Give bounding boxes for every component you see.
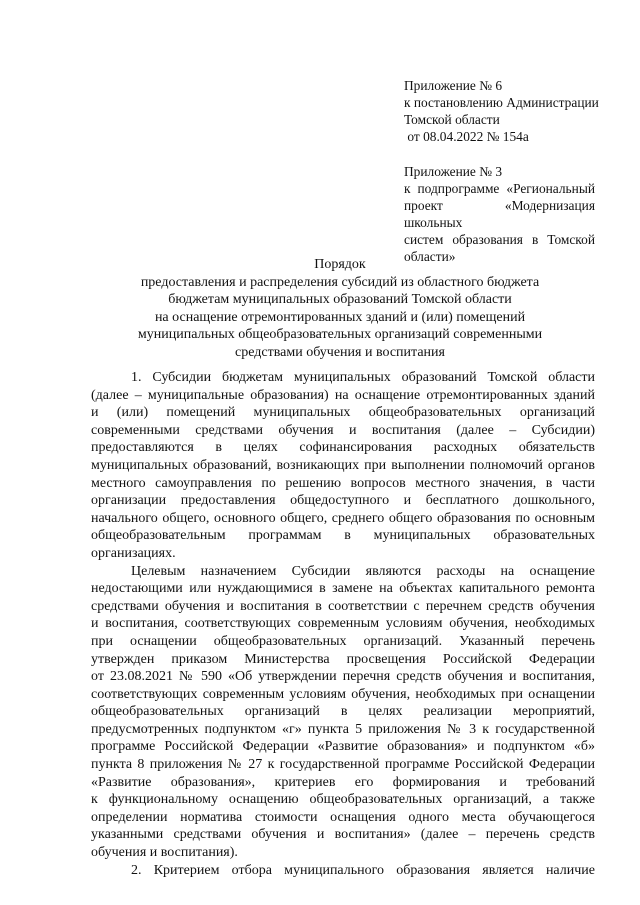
title-line: бюджетам муниципальных образований Томской области [168, 292, 512, 308]
paragraph-1-line: и (или) помещений муниципальных общеобразовательных организаций [91, 405, 595, 421]
document-body [91, 369, 595, 879]
paragraph-1-line: 1. Субсидии бюджетам муниципальных образований Томской области [131, 370, 595, 385]
paragraph-1-line: (далее – муниципальные образования) на оснащение отремонтированных зданий [91, 387, 595, 403]
paragraph-2-line: «Развитие образования», критериев его формирования и требований [91, 774, 595, 790]
paragraph-2-line: определении норматива стоимости оснащения одного места обучающегося [91, 809, 595, 825]
paragraph-2-line: общеобразовательных организаций в целях реализации мероприятий, [91, 704, 595, 720]
paragraph-1-line: местного самоуправления по решению вопросов местного значения, в части [91, 475, 595, 491]
title-line: средствами обучения и воспитания [235, 344, 445, 360]
paragraph-2-line: утвержден приказом Министерства просвещения Российской Федерации [91, 651, 595, 667]
appendix-3-line: Приложение № 3 [404, 164, 503, 179]
paragraph-2-line: указанными средствами обучения и воспитания» (далее – перечень средств [91, 827, 595, 843]
paragraph-2-line: пункта 8 приложения № 27 к государственной программе Российской Федерации [91, 757, 595, 773]
title-line: предоставления и распределения субсидий из областного бюджета [140, 274, 540, 290]
appendix-3-line: к подпрограмме «Региональный [404, 181, 595, 196]
paragraph-2-line: при оснащении общеобразовательных организаций. Указанный перечень [91, 633, 595, 649]
paragraph-1-line: начального общего, основного общего, среднего общего образования по основным [91, 510, 595, 526]
paragraph-1-line: современными средствами обучения и воспитания (далее – Субсидии) [91, 422, 595, 438]
document-title [80, 256, 600, 362]
appendix-3-header [404, 163, 595, 265]
paragraph-2-line: средствами обучения и воспитания в соответствии с перечнем средств обучения [91, 598, 595, 614]
appendix-6-line: к постановлению Администрации [404, 95, 599, 110]
paragraph-2-line: от 23.08.2021 № 590 «Об утверждении перечня средств обучения и воспитания, [91, 669, 595, 685]
title-line: Порядок [314, 257, 366, 272]
paragraph-1-line: организации предоставления общедоступного и бесплатного дошкольного, [91, 493, 595, 509]
appendix-3-line: систем образования в Томской [404, 232, 595, 247]
paragraph-1-line: организациях. [91, 545, 176, 561]
paragraph-2-line: программе Российской Федерации «Развитие образования» и подпунктом «б» [91, 739, 595, 755]
title-line: муниципальных общеобразовательных организаций современными [137, 327, 543, 343]
appendix-3-line: проект «Модернизация школьных [404, 198, 595, 230]
paragraph-2-line: и воспитания, соответствующих современным условиям обучения, необходимых [91, 616, 595, 632]
appendix-6-line: Томской области [404, 112, 500, 127]
paragraph-1-line: общеобразовательным программам в муниципальных образовательных [91, 528, 595, 544]
paragraph-2-line: к функциональному оснащению общеобразовательных организаций, а также [91, 792, 595, 808]
appendix-3-line: области» [404, 249, 456, 264]
paragraph-2-line: Целевым назначением Субсидии являются расходы на оснащение [131, 563, 595, 579]
paragraph-1-line: предоставляются в целях софинансирования расходных обязательств [91, 440, 595, 456]
appendix-6-line: Приложение № 6 [404, 78, 503, 93]
paragraph-2-line: предусмотренных подпунктом «г» пункта 5 приложения № 3 к государственной [91, 721, 595, 737]
paragraph-2-line: соответствующих современным условиям обучения, необходимых при оснащении [91, 686, 595, 702]
paragraph-1-line: муниципальных образований, возникающих при выполнении полномочий органов [91, 457, 595, 473]
title-line: на оснащение отремонтированных зданий и (или) помещений [154, 309, 526, 325]
appendix-6-line: от 08.04.2022 № 154а [404, 129, 529, 144]
appendix-6-header [404, 77, 599, 145]
paragraph-2-line: обучения и воспитания). [91, 845, 238, 861]
paragraph-3-line: 2. Критерием отбора муниципального образования является наличие [131, 862, 595, 878]
paragraph-2-line: недостающими или нуждающимися в замене на объектах капитального ремонта [91, 581, 595, 597]
